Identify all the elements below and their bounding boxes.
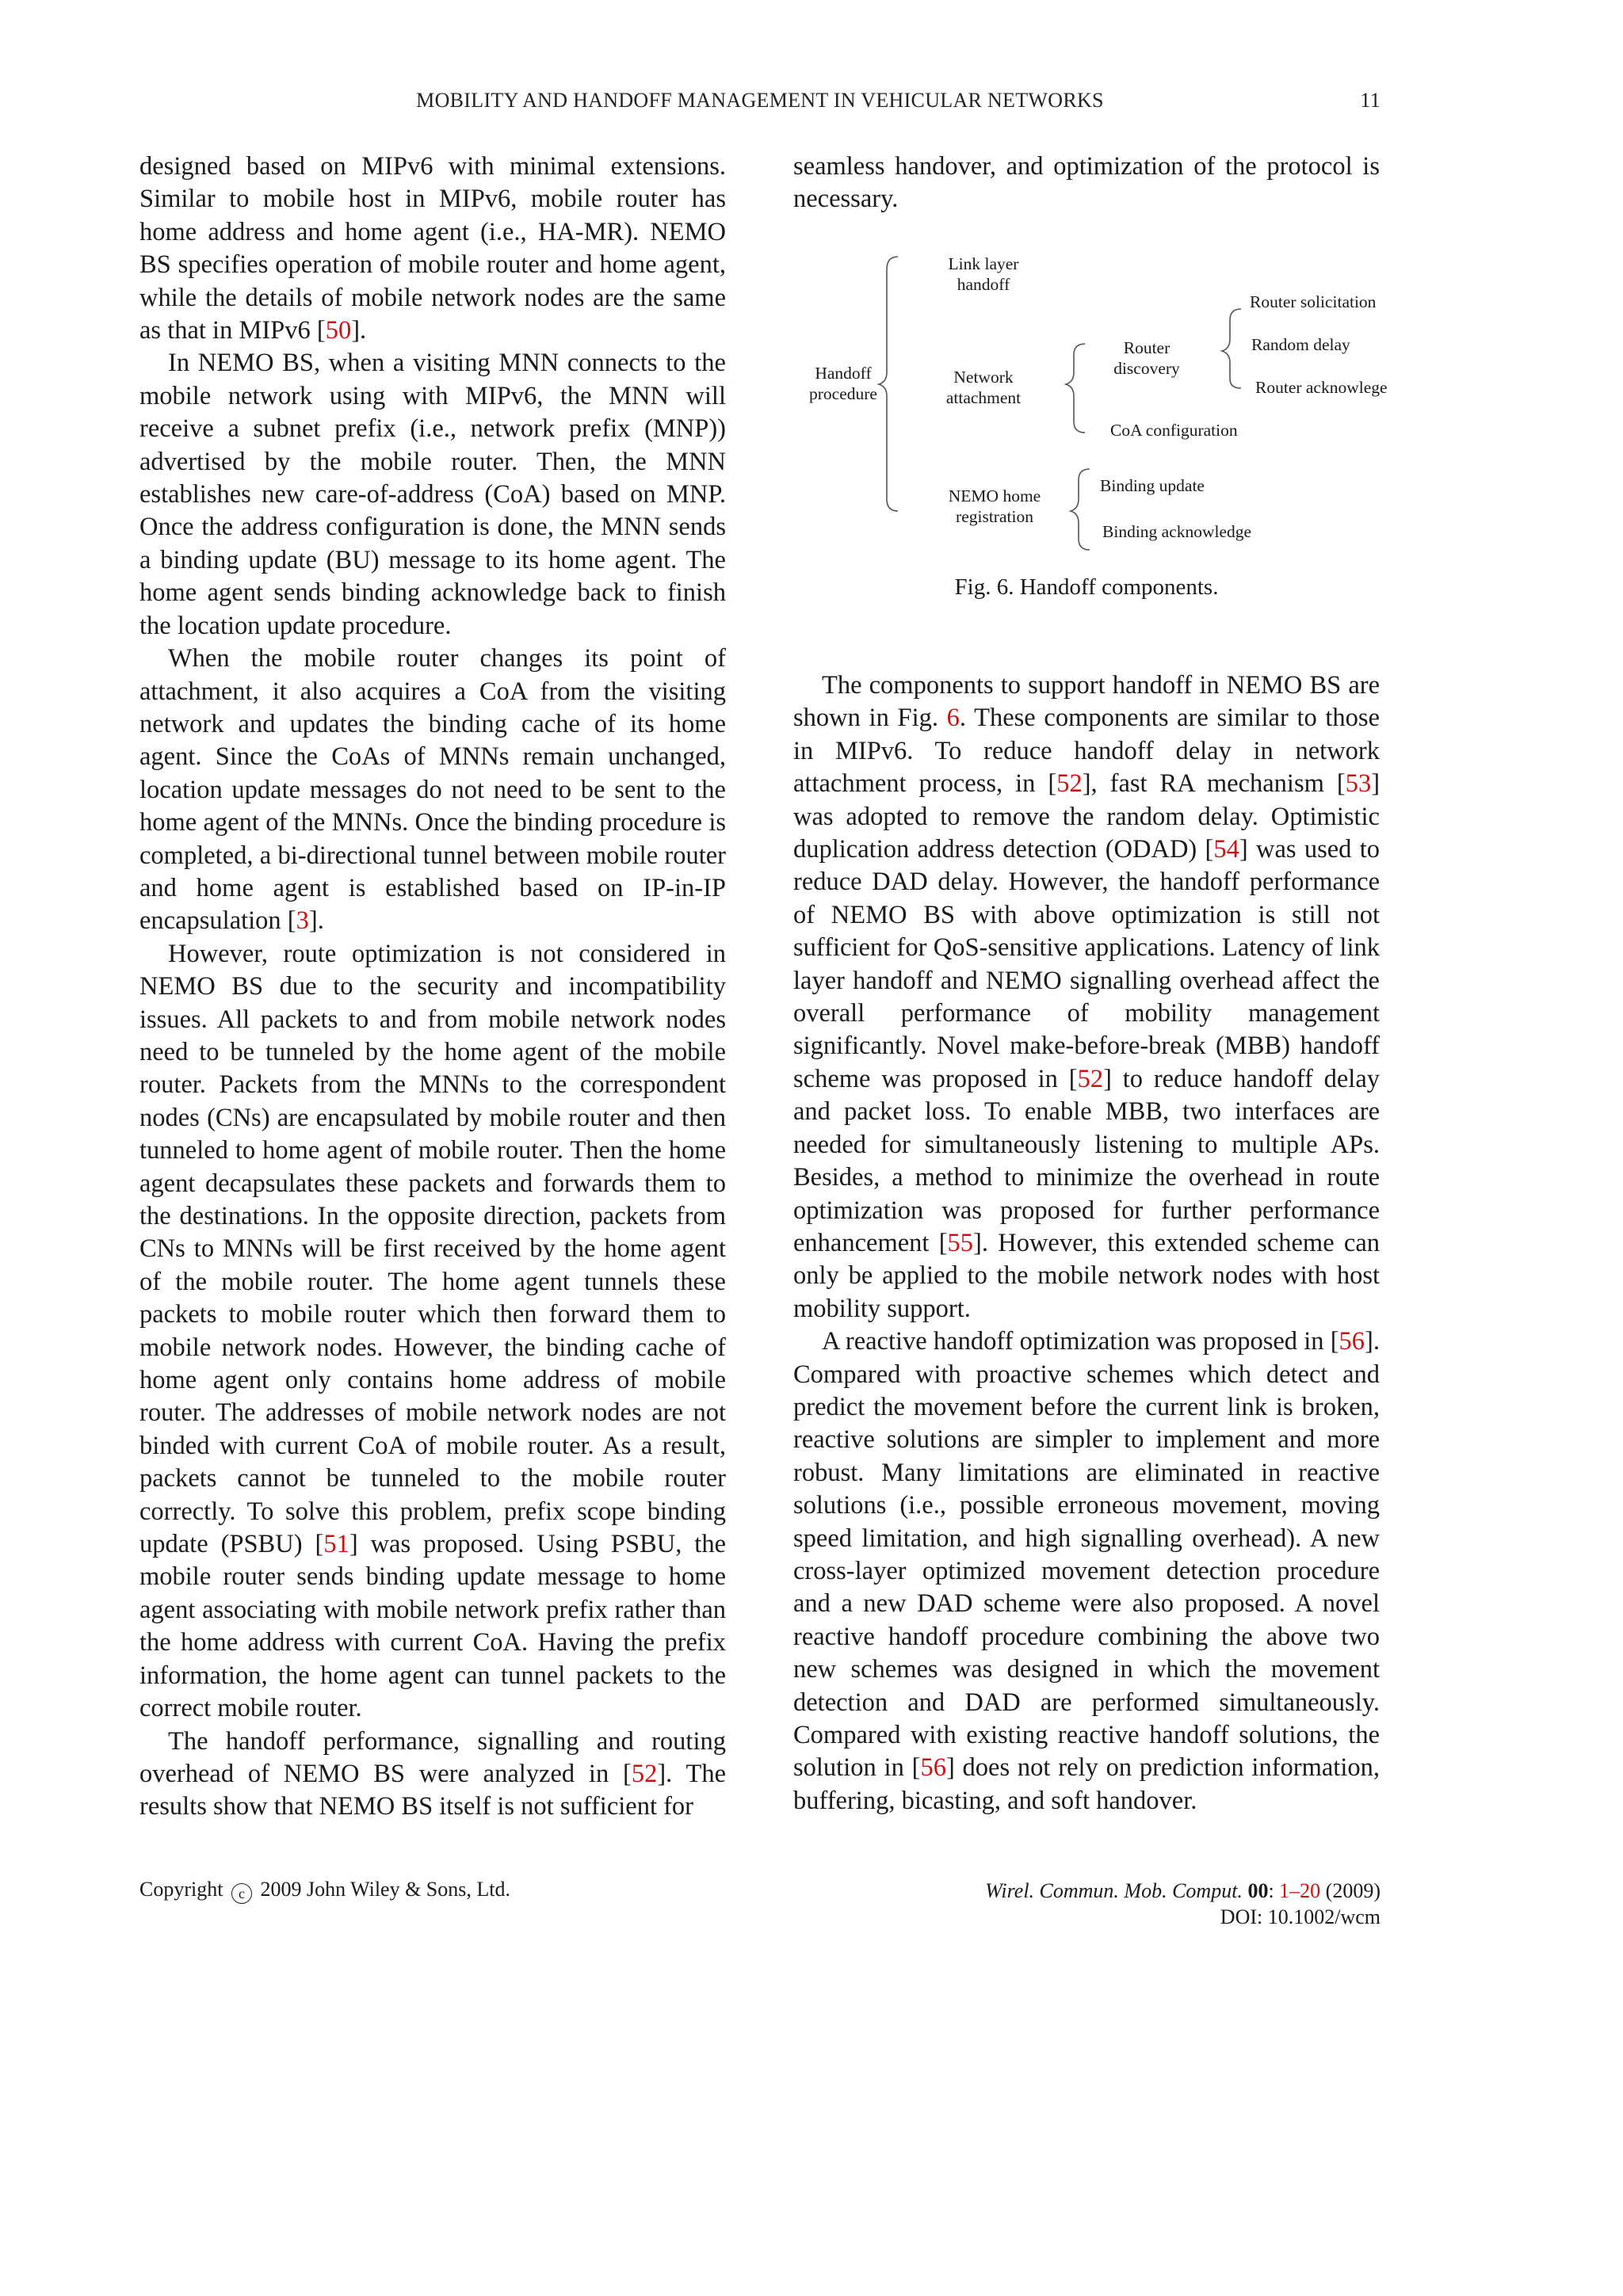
text: seamless handover, and optimization of the protocol is necessary.	[793, 152, 1380, 214]
attachment-brace	[1066, 344, 1085, 433]
citation-link[interactable]: 52	[1077, 1064, 1104, 1093]
citation-link[interactable]: 56	[1338, 1327, 1365, 1356]
main-brace	[879, 257, 898, 511]
binding-update-label: Binding update	[1100, 476, 1205, 495]
paragraph	[793, 1325, 1380, 1817]
journal-line: Wirel. Commun. Mob. Comput. 00: 1–20 (2009)	[985, 1879, 1381, 1902]
text: ]. However, this extended scheme can only be applied to the mobile network nodes with host mobility support.	[793, 1228, 1380, 1323]
network-attachment-line1: Network	[953, 368, 1014, 387]
page-number: 11	[1360, 89, 1381, 112]
copyright-text: 2009 John Wiley & Sons, Ltd.	[260, 1878, 510, 1901]
page-end-link[interactable]: 20	[1300, 1879, 1321, 1902]
text: designed based on MIPv6 with minimal extensions. Similar to mobile host in MIPv6, mobile router has home address and home agent (i.e., HA-MR). NEMO BS specifies operation of mobile router and home agent, while the details of mobile network nodes are the same as that in MIPv6 [	[139, 152, 726, 345]
doi: DOI: 10.1002/wcm	[1220, 1905, 1381, 1928]
citation-link[interactable]: 52	[631, 1759, 658, 1788]
link-layer-line1: Link layer	[948, 254, 1019, 273]
registration-brace	[1071, 469, 1090, 550]
citation-link[interactable]: 54	[1213, 835, 1239, 864]
router-discovery-line2: discovery	[1113, 359, 1180, 378]
journal-citation	[985, 1878, 1381, 1930]
right-column-top	[793, 151, 1380, 216]
link-layer-line2: handoff	[957, 275, 1010, 294]
journal-volume: 00	[1247, 1879, 1269, 1902]
paragraph	[793, 669, 1380, 1325]
left-column	[139, 151, 726, 1824]
copyright-notice	[139, 1878, 510, 1904]
page-start-link[interactable]: 1	[1279, 1879, 1290, 1902]
random-delay-label: Random delay	[1251, 335, 1350, 354]
journal-name: Wirel. Commun. Mob. Comput.	[985, 1879, 1243, 1902]
figure-handoff-components	[793, 246, 1411, 618]
citation-link[interactable]: 3	[296, 906, 309, 936]
citation-link[interactable]: 56	[920, 1753, 946, 1783]
paragraph	[139, 151, 726, 347]
binding-acknowledge-label: Binding acknowledge	[1102, 522, 1252, 541]
text: ] was adopted to remove the random delay. Optimistic duplication address detection (ODAD) [	[793, 769, 1381, 864]
root-label-line2: procedure	[809, 384, 877, 403]
text: ] to reduce handoff delay and packet loss. To enable MBB, two interfaces are needed for simultaneously listening to multiple APs. Besides, a method to minimize the overhead in route optimization was proposed for further performance enhancement [	[793, 1064, 1380, 1257]
nemo-home-line2: registration	[956, 507, 1033, 526]
router-acknowlege-label: Router acknowlege	[1255, 378, 1388, 397]
text: ].	[351, 316, 367, 345]
text: ], fast RA mechanism [	[1082, 769, 1346, 799]
paragraph	[793, 151, 1380, 216]
text: The components to support handoff in NEMO BS are shown in Fig.	[793, 671, 1380, 733]
discovery-brace	[1222, 309, 1241, 388]
paragraph	[139, 1726, 726, 1824]
paragraph	[139, 643, 726, 938]
figure-link[interactable]: 6	[946, 704, 960, 733]
network-attachment-line2: attachment	[945, 388, 1022, 407]
text: In NEMO BS, when a visiting MNN connects to the mobile network using with MIPv6, the MNN will receive a subnet prefix (i.e., network prefix (MNP)) advertised by the mobile router. Then, the MNN establishes new care-of-address (CoA) based on MNP. Once the address configuration is done, the MNN sends a binding update (BU) message to its home agent. The home agent sends binding acknowledge back to finish the location update procedure.	[139, 349, 726, 640]
text: ] was used to reduce DAD delay. However, the handoff performance of NEMO BS with above optimization is still not sufficient for QoS-sensitive applications. Latency of link layer handoff and NEMO signalling overhead affect the overall performance of mobility management significantly. Novel make-before-break (MBB) handoff scheme was proposed in [	[793, 835, 1381, 1093]
text: ]. The results show that NEMO BS itself is not sufficient for	[139, 1759, 726, 1821]
text: When the mobile router changes its point of attachment, it also acquires a CoA from the visiting network and updates the binding cache of its home agent. Since the CoAs of MNNs remain unchanged, location update messages do not need to be sent to the home agent of the MNNs. Once the binding procedure is completed, a bi-directional tunnel between mobile router and home agent is established based on IP-in-IP encapsulation [	[139, 644, 726, 936]
handoff-diagram	[793, 246, 1411, 570]
diagram-braces	[879, 257, 1241, 550]
text: However, route optimization is not considered in NEMO BS due to the security and incompatibility issues. All packets to and from mobile network nodes need to be tunneled by the home agent of the mobile router. Packets from the MNNs to the correspondent nodes (CNs) are encapsulated by mobile router and then tunneled to home agent of mobile router. Then the home agent decapsulates these packets and forwards them to the destinations. In the opposite direction, packets from CNs to MNNs will be first received by the home agent of the mobile router. The home agent tunnels these packets to mobile router which then forward them to mobile network nodes. However, the binding cache of home agent only contains home address of mobile router. The addresses of mobile network nodes are not binded with current CoA of mobile router. As a result, packets cannot be tunneled to the mobile router correctly. To solve this problem, prefix scope binding update (PSBU) [	[139, 939, 726, 1559]
paragraph	[139, 938, 726, 1726]
text: ]. Compared with proactive schemes which detect and predict the movement before the current link is broken, reactive solutions are simpler to implement and more robust. Many limitations are eliminated in reactive solutions (i.e., possible erroneous movement, moving speed limitation, and high signalling overhead). A new cross-layer optimized movement detection procedure and a new DAD scheme were also proposed. A novel reactive handoff procedure combining the above two new schemes was designed in which the movement detection and DAD are performed simultaneously. Compared with existing reactive handoff solutions, the solution in [	[793, 1327, 1380, 1783]
right-column-body	[793, 669, 1380, 1817]
text: A reactive handoff optimization was proposed in [	[822, 1327, 1339, 1356]
page-range-dash: –	[1289, 1879, 1300, 1902]
citation-link[interactable]: 55	[947, 1228, 974, 1257]
text: ].	[308, 906, 324, 936]
diagram-labels	[809, 254, 1388, 541]
citation-link[interactable]: 52	[1056, 769, 1083, 799]
citation-link[interactable]: 51	[323, 1530, 349, 1559]
text: ] was proposed. Using PSBU, the mobile router sends binding update message to home agent associating with mobile network prefix rather than the home address with current CoA. Having the prefix information, the home agent can tunnel packets to the correct mobile router.	[139, 1530, 726, 1723]
nemo-home-line1: NEMO home	[948, 486, 1041, 505]
copyright-prefix: Copyright	[139, 1878, 223, 1901]
text: ] does not rely on prediction information, buffering, bicasting, and soft handover.	[793, 1753, 1380, 1815]
text: . These components are similar to those in MIPv6. To reduce handoff delay in network attachment process, in [	[793, 704, 1380, 799]
copyright-icon: c	[231, 1883, 252, 1904]
citation-link[interactable]: 50	[325, 316, 352, 345]
citation-link[interactable]: 53	[1345, 769, 1372, 799]
root-label-line1: Handoff	[815, 364, 872, 383]
text: The handoff performance, signalling and routing overhead of NEMO BS were analyzed in [	[139, 1726, 726, 1788]
journal-year: (2009)	[1325, 1879, 1381, 1902]
paragraph	[139, 347, 726, 643]
coa-configuration-label: CoA configuration	[1110, 421, 1238, 440]
running-title: MOBILITY AND HANDOFF MANAGEMENT IN VEHICULAR NETWORKS	[416, 89, 1104, 112]
router-discovery-line1: Router	[1123, 338, 1170, 357]
router-solicitation-label: Router solicitation	[1250, 292, 1377, 311]
figure-caption: Fig. 6. Handoff components.	[954, 574, 1219, 600]
